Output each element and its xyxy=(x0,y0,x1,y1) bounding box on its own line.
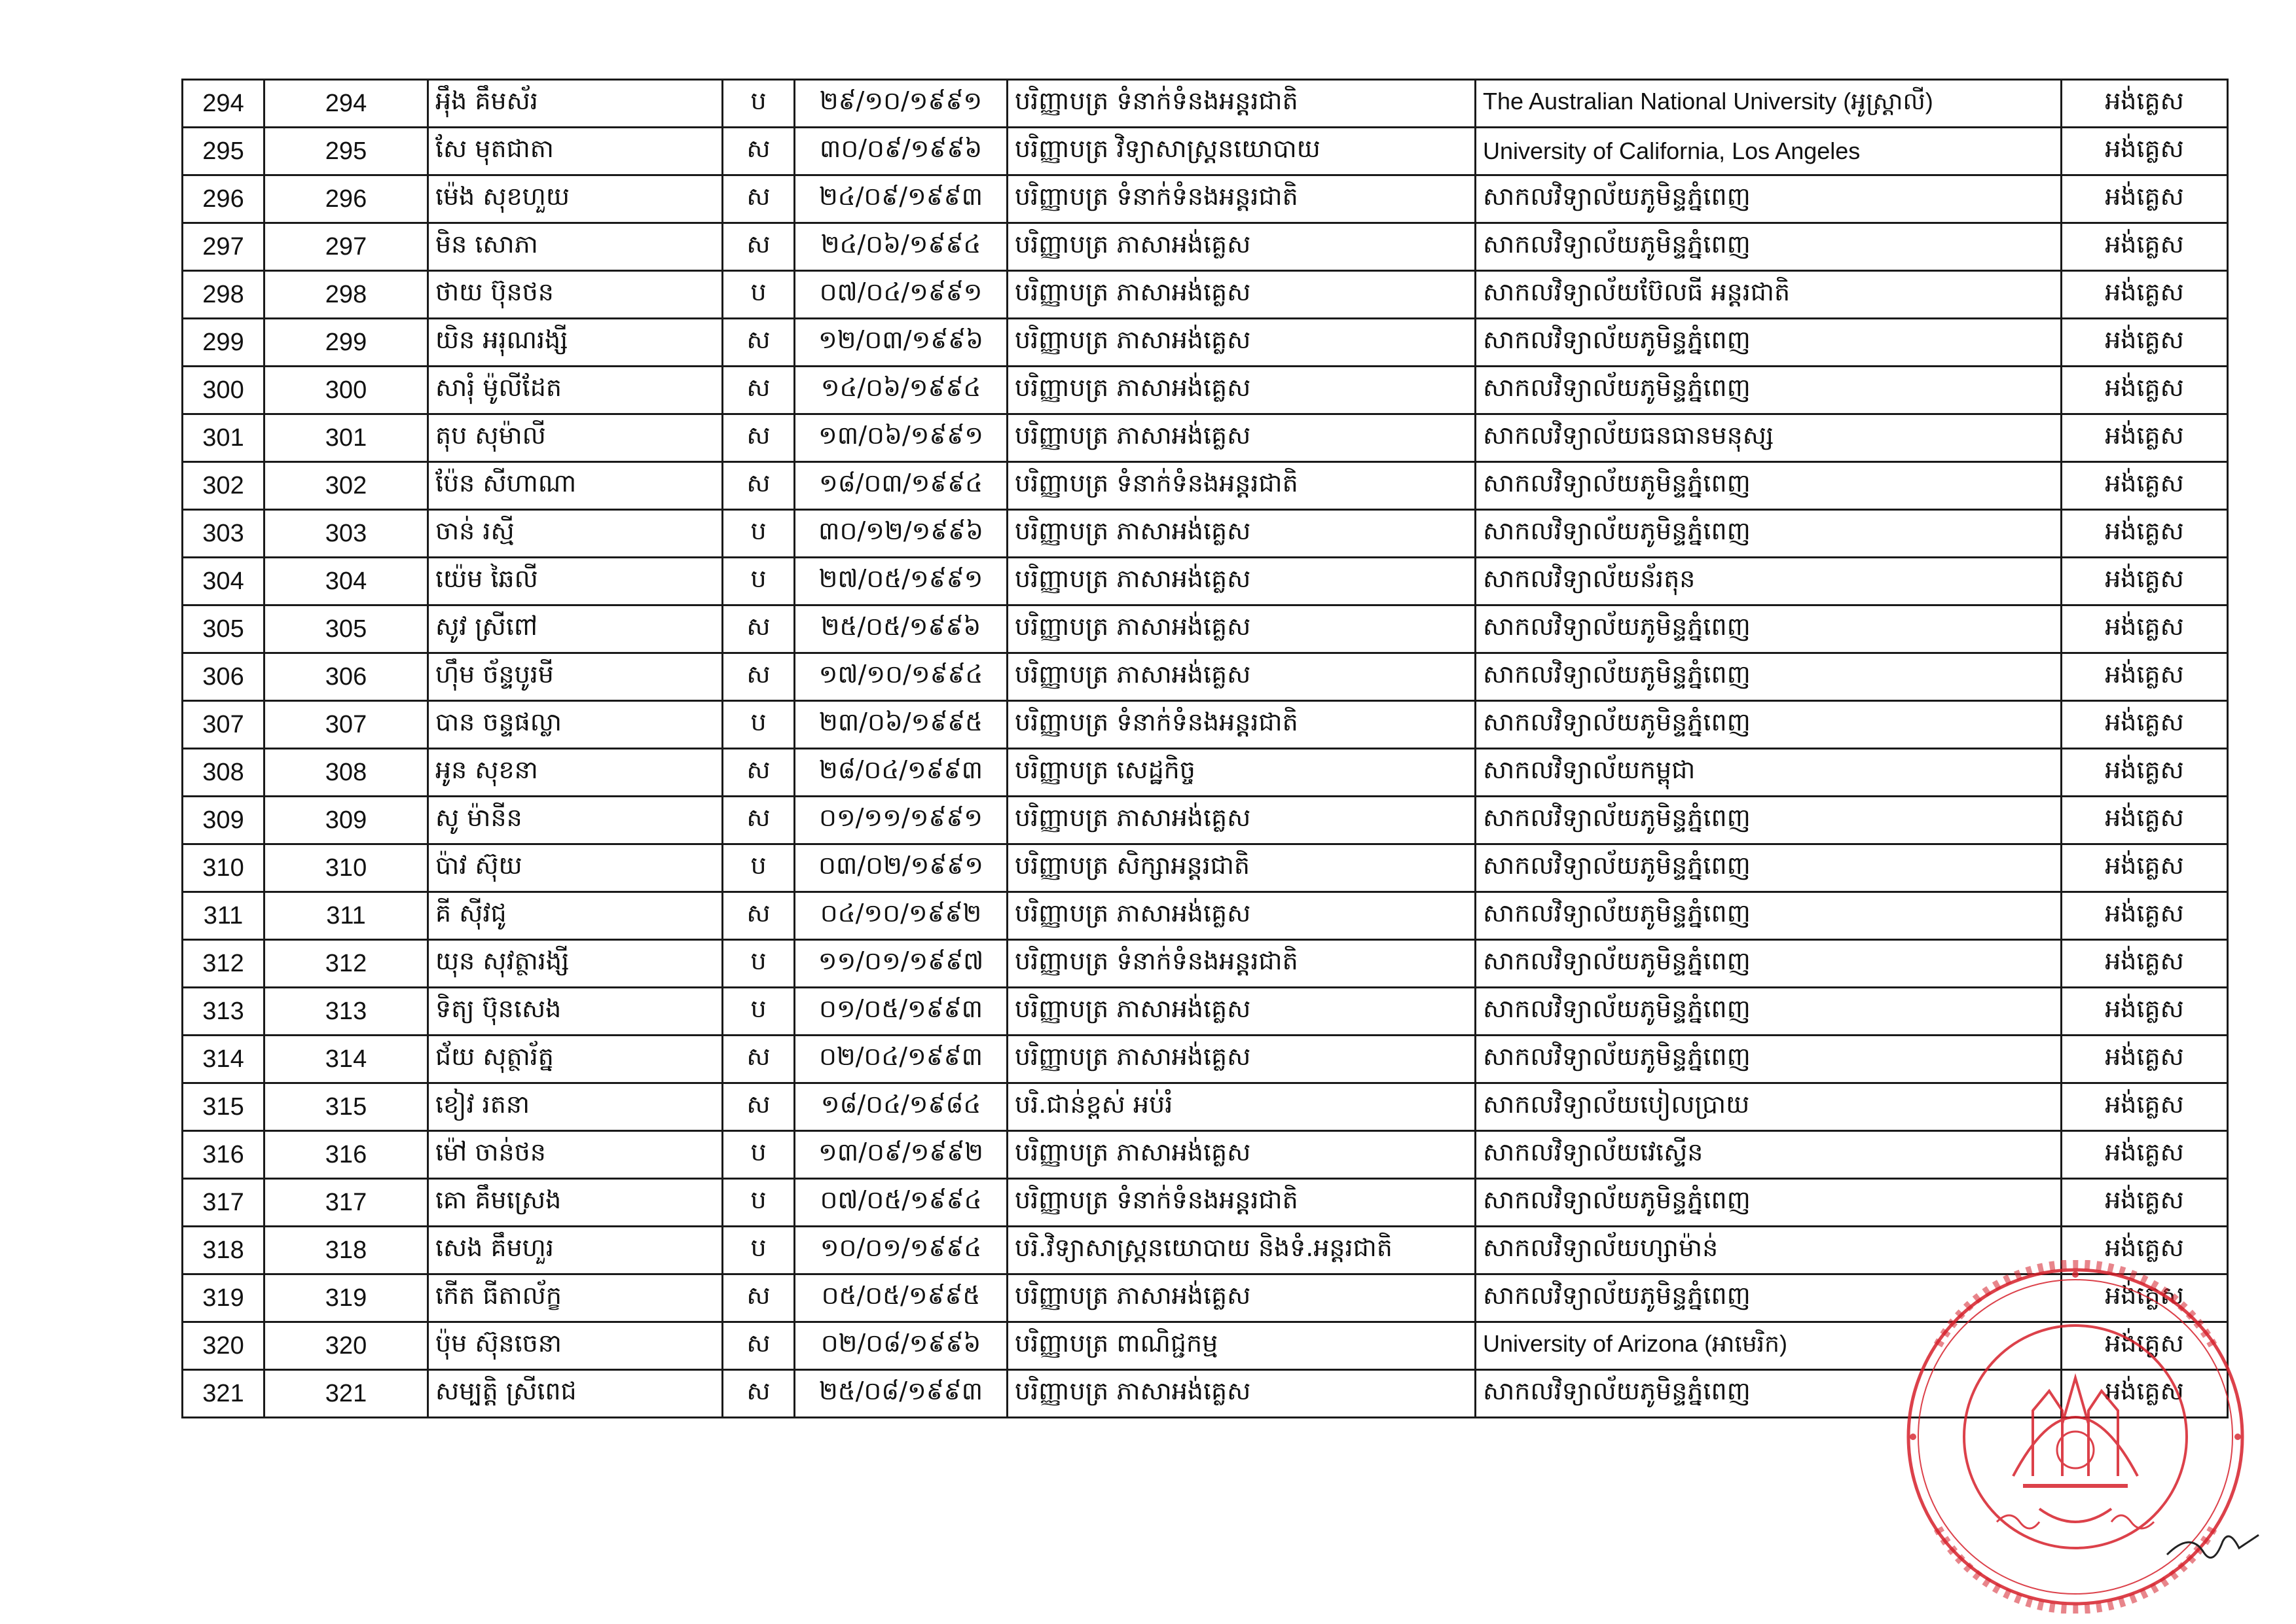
cell-institution: University of California, Los Angeles xyxy=(1476,128,2062,175)
cell-language: អង់គ្លេស xyxy=(2062,1227,2228,1274)
cell-dob: ១៨/០៣/១៩៩៤ xyxy=(795,462,1008,510)
cell-dob: ១០/០១/១៩៩៤ xyxy=(795,1227,1008,1274)
cell-id: 319 xyxy=(264,1274,428,1322)
cell-language: អង់គ្លេស xyxy=(2062,1179,2228,1227)
cell-id: 300 xyxy=(264,367,428,414)
cell-gender: ប xyxy=(723,1179,795,1227)
cell-degree: បរិញ្ញាបត្រ ភាសាអង់គ្លេស xyxy=(1008,1036,1476,1083)
cell-gender: ប xyxy=(723,558,795,605)
table-body xyxy=(183,80,2228,1418)
cell-language: អង់គ្លេស xyxy=(2062,80,2228,128)
cell-dob: ០៧/០៤/១៩៩១ xyxy=(795,271,1008,319)
cell-id: 311 xyxy=(264,892,428,940)
cell-institution: សាកលវិទ្យាល័យភូមិន្ទភ្នំពេញ xyxy=(1476,1274,2062,1322)
cell-gender: ស xyxy=(723,128,795,175)
cell-institution: University of Arizona (អាមេរិក) xyxy=(1476,1322,2062,1370)
cell-institution: សាកលវិទ្យាល័យបៀលប្រាយ xyxy=(1476,1083,2062,1131)
table-row xyxy=(183,558,2228,605)
cell-dob: ២៤/០៩/១៩៩៣ xyxy=(795,175,1008,223)
cell-degree: បរិញ្ញាបត្រ សេដ្ឋកិច្ច xyxy=(1008,749,1476,797)
cell-id: 296 xyxy=(264,175,428,223)
cell-gender: ប xyxy=(723,1131,795,1179)
cell-no: 321 xyxy=(183,1370,264,1418)
candidate-table xyxy=(181,79,2229,1418)
table-row xyxy=(183,988,2228,1036)
cell-gender: ស xyxy=(723,367,795,414)
cell-language: អង់គ្លេស xyxy=(2062,462,2228,510)
cell-degree: បរិញ្ញាបត្រ សិក្សាអន្តរជាតិ xyxy=(1008,844,1476,892)
cell-name: ជ័យ សុត្ថារ័ត្ន xyxy=(428,1036,723,1083)
cell-name: សូវ ស្រីពៅ xyxy=(428,605,723,653)
cell-id: 301 xyxy=(264,414,428,462)
cell-degree: បរិញ្ញាបត្រ ភាសាអង់គ្លេស xyxy=(1008,223,1476,271)
cell-dob: ១៨/០៤/១៩៨៤ xyxy=(795,1083,1008,1131)
cell-name: ប៉ាវ ស៊ុយ xyxy=(428,844,723,892)
cell-no: 317 xyxy=(183,1179,264,1227)
cell-institution: សាកលវិទ្យាល័យភូមិន្ទភ្នំពេញ xyxy=(1476,1036,2062,1083)
cell-name: យ៉េម ឆៃលី xyxy=(428,558,723,605)
cell-gender: ប xyxy=(723,80,795,128)
cell-name: ថាយ ប៊ុនថន xyxy=(428,271,723,319)
cell-institution: សាកលវិទ្យាល័យន័រតុន xyxy=(1476,558,2062,605)
cell-id: 315 xyxy=(264,1083,428,1131)
cell-language: អង់គ្លេស xyxy=(2062,367,2228,414)
table-row xyxy=(183,510,2228,558)
cell-dob: ១១/០១/១៩៩៧ xyxy=(795,940,1008,988)
cell-no: 306 xyxy=(183,653,264,701)
cell-gender: ប xyxy=(723,940,795,988)
cell-gender: ប xyxy=(723,271,795,319)
cell-gender: ប xyxy=(723,844,795,892)
cell-dob: ០១/០៥/១៩៩៣ xyxy=(795,988,1008,1036)
cell-no: 312 xyxy=(183,940,264,988)
cell-institution: សាកលវិទ្យាល័យភូមិន្ទភ្នំពេញ xyxy=(1476,605,2062,653)
cell-name: គោ គឹមស្រេង xyxy=(428,1179,723,1227)
cell-institution: សាកលវិទ្យាល័យធនធានមនុស្ស xyxy=(1476,414,2062,462)
cell-degree: បរិញ្ញាបត្រ ទំនាក់ទំនងអន្តរជាតិ xyxy=(1008,175,1476,223)
cell-no: 308 xyxy=(183,749,264,797)
cell-id: 294 xyxy=(264,80,428,128)
cell-no: 310 xyxy=(183,844,264,892)
cell-id: 317 xyxy=(264,1179,428,1227)
cell-language: អង់គ្លេស xyxy=(2062,1131,2228,1179)
cell-degree: បរិញ្ញាបត្រ ភាសាអង់គ្លេស xyxy=(1008,653,1476,701)
cell-id: 309 xyxy=(264,797,428,844)
cell-dob: ២៥/០៥/១៩៩៦ xyxy=(795,605,1008,653)
cell-dob: ០៤/១០/១៩៩២ xyxy=(795,892,1008,940)
cell-gender: ប xyxy=(723,988,795,1036)
cell-name: ម៉េង សុខហួយ xyxy=(428,175,723,223)
cell-dob: ២៧/០៥/១៩៩១ xyxy=(795,558,1008,605)
cell-no: 313 xyxy=(183,988,264,1036)
cell-name: ខៀវ រតនា xyxy=(428,1083,723,1131)
cell-no: 319 xyxy=(183,1274,264,1322)
cell-dob: ២៣/០៦/១៩៩៥ xyxy=(795,701,1008,749)
cell-institution: សាកលវិទ្យាល័យភូមិន្ទភ្នំពេញ xyxy=(1476,175,2062,223)
table-row xyxy=(183,414,2228,462)
table-row xyxy=(183,1131,2228,1179)
table-row xyxy=(183,462,2228,510)
cell-name: ចាន់ រស្មី xyxy=(428,510,723,558)
cell-no: 295 xyxy=(183,128,264,175)
cell-institution: សាកលវិទ្យាល័យភូមិន្ទភ្នំពេញ xyxy=(1476,844,2062,892)
cell-gender: ស xyxy=(723,1036,795,1083)
cell-name: សារុំ ម៉ូលីដែត xyxy=(428,367,723,414)
cell-degree: បរិញ្ញាបត្រ ភាសាអង់គ្លេស xyxy=(1008,605,1476,653)
cell-institution: សាកលវិទ្យាល័យកម្ពុជា xyxy=(1476,749,2062,797)
table-row xyxy=(183,749,2228,797)
cell-dob: ២៩/១០/១៩៩១ xyxy=(795,80,1008,128)
cell-degree: បរិញ្ញាបត្រ ទំនាក់ទំនងអន្តរជាតិ xyxy=(1008,462,1476,510)
cell-no: 307 xyxy=(183,701,264,749)
cell-no: 297 xyxy=(183,223,264,271)
cell-degree: បរិញ្ញាបត្រ ភាសាអង់គ្លេស xyxy=(1008,271,1476,319)
cell-name: យុន សុវត្ថារង្សី xyxy=(428,940,723,988)
cell-no: 302 xyxy=(183,462,264,510)
cell-degree: បរិញ្ញាបត្រ ភាសាអង់គ្លេស xyxy=(1008,988,1476,1036)
cell-language: អង់គ្លេស xyxy=(2062,510,2228,558)
table-row xyxy=(183,892,2228,940)
cell-degree: បរិញ្ញាបត្រ ភាសាអង់គ្លេស xyxy=(1008,319,1476,367)
cell-institution: សាកលវិទ្យាល័យប៊ែលធី អន្តរជាតិ xyxy=(1476,271,2062,319)
cell-institution: សាកលវិទ្យាល័យវេស្ទើន xyxy=(1476,1131,2062,1179)
cell-institution: សាកលវិទ្យាល័យភូមិន្ទភ្នំពេញ xyxy=(1476,367,2062,414)
cell-gender: ស xyxy=(723,892,795,940)
cell-language: អង់គ្លេស xyxy=(2062,414,2228,462)
cell-id: 299 xyxy=(264,319,428,367)
table-row xyxy=(183,128,2228,175)
table-row xyxy=(183,319,2228,367)
cell-degree: បរិញ្ញាបត្រ ភាសាអង់គ្លេស xyxy=(1008,1274,1476,1322)
cell-degree: បរិញ្ញាបត្រ ភាសាអង់គ្លេស xyxy=(1008,414,1476,462)
cell-id: 297 xyxy=(264,223,428,271)
cell-id: 302 xyxy=(264,462,428,510)
cell-dob: ០៧/០៥/១៩៩៤ xyxy=(795,1179,1008,1227)
cell-no: 296 xyxy=(183,175,264,223)
table-row xyxy=(183,367,2228,414)
cell-id: 310 xyxy=(264,844,428,892)
cell-dob: ១៧/១០/១៩៩៤ xyxy=(795,653,1008,701)
cell-language: អង់គ្លេស xyxy=(2062,271,2228,319)
cell-language: អង់គ្លេស xyxy=(2062,749,2228,797)
cell-language: អង់គ្លេស xyxy=(2062,1370,2228,1418)
cell-gender: ស xyxy=(723,1322,795,1370)
cell-name: សែ មុតជាតា xyxy=(428,128,723,175)
cell-no: 301 xyxy=(183,414,264,462)
cell-name: ប៉ែន សីហាណា xyxy=(428,462,723,510)
cell-dob: ១២/០៣/១៩៩៦ xyxy=(795,319,1008,367)
signature-mark xyxy=(2164,1519,2262,1571)
cell-no: 314 xyxy=(183,1036,264,1083)
cell-degree: បរិញ្ញាបត្រ ភាសាអង់គ្លេស xyxy=(1008,797,1476,844)
cell-language: អង់គ្លេស xyxy=(2062,1083,2228,1131)
cell-language: អង់គ្លេស xyxy=(2062,558,2228,605)
cell-no: 304 xyxy=(183,558,264,605)
cell-dob: ០២/០៤/១៩៩៣ xyxy=(795,1036,1008,1083)
cell-gender: ស xyxy=(723,1083,795,1131)
cell-degree: បរិញ្ញាបត្រ ពាណិជ្ជកម្ម xyxy=(1008,1322,1476,1370)
cell-institution: សាកលវិទ្យាល័យភូមិន្ទភ្នំពេញ xyxy=(1476,1179,2062,1227)
cell-degree: បរិញ្ញាបត្រ ភាសាអង់គ្លេស xyxy=(1008,1131,1476,1179)
cell-language: អង់គ្លេស xyxy=(2062,940,2228,988)
cell-name: អុឹង គឹមស័រ xyxy=(428,80,723,128)
cell-dob: ៣០/១២/១៩៩៦ xyxy=(795,510,1008,558)
cell-degree: បរិញ្ញាបត្រ ភាសាអង់គ្លេស xyxy=(1008,558,1476,605)
cell-no: 315 xyxy=(183,1083,264,1131)
cell-institution: សាកលវិទ្យាល័យភូមិន្ទភ្នំពេញ xyxy=(1476,653,2062,701)
cell-degree: បរិញ្ញាបត្រ វិទ្យាសាស្ត្រនយោបាយ xyxy=(1008,128,1476,175)
cell-id: 298 xyxy=(264,271,428,319)
cell-degree: បរិញ្ញាបត្រ ភាសាអង់គ្លេស xyxy=(1008,1370,1476,1418)
cell-dob: ០១/១១/១៩៩១ xyxy=(795,797,1008,844)
cell-institution: សាកលវិទ្យាល័យភូមិន្ទភ្នំពេញ xyxy=(1476,797,2062,844)
cell-language: អង់គ្លេស xyxy=(2062,223,2228,271)
table-row xyxy=(183,653,2228,701)
cell-gender: ស xyxy=(723,653,795,701)
table-row xyxy=(183,1036,2228,1083)
cell-dob: ១៣/០៩/១៩៩២ xyxy=(795,1131,1008,1179)
table-row xyxy=(183,223,2228,271)
cell-institution: សាកលវិទ្យាល័យភូមិន្ទភ្នំពេញ xyxy=(1476,462,2062,510)
cell-name: យិន អរុណរង្សី xyxy=(428,319,723,367)
cell-degree: បរិញ្ញាបត្រ ទំនាក់ទំនងអន្តរជាតិ xyxy=(1008,940,1476,988)
cell-name: សេង គឹមហួរ xyxy=(428,1227,723,1274)
cell-name: មិន សោភា xyxy=(428,223,723,271)
cell-language: អង់គ្លេស xyxy=(2062,797,2228,844)
cell-institution: សាកលវិទ្យាល័យភូមិន្ទភ្នំពេញ xyxy=(1476,1370,2062,1418)
table-row xyxy=(183,701,2228,749)
cell-language: អង់គ្លេស xyxy=(2062,988,2228,1036)
cell-language: អង់គ្លេស xyxy=(2062,653,2228,701)
cell-no: 318 xyxy=(183,1227,264,1274)
cell-institution: សាកលវិទ្យាល័យភូមិន្ទភ្នំពេញ xyxy=(1476,319,2062,367)
cell-name: គី ស៊ីវជូ xyxy=(428,892,723,940)
cell-id: 295 xyxy=(264,128,428,175)
cell-degree: បរិញ្ញាបត្រ ភាសាអង់គ្លេស xyxy=(1008,892,1476,940)
cell-institution: សាកលវិទ្យាល័យភូមិន្ទភ្នំពេញ xyxy=(1476,223,2062,271)
cell-dob: ០២/០៨/១៩៩៦ xyxy=(795,1322,1008,1370)
cell-no: 316 xyxy=(183,1131,264,1179)
cell-institution: សាកលវិទ្យាល័យភូមិន្ទភ្នំពេញ xyxy=(1476,510,2062,558)
table-row xyxy=(183,940,2228,988)
cell-gender: ស xyxy=(723,1370,795,1418)
table-row xyxy=(183,271,2228,319)
cell-no: 320 xyxy=(183,1322,264,1370)
table-row xyxy=(183,797,2228,844)
cell-id: 314 xyxy=(264,1036,428,1083)
cell-id: 305 xyxy=(264,605,428,653)
cell-degree: បរិញ្ញាបត្រ ទំនាក់ទំនងអន្តរជាតិ xyxy=(1008,701,1476,749)
cell-name: សម្បត្តិ ស្រីពេជ xyxy=(428,1370,723,1418)
cell-language: អង់គ្លេស xyxy=(2062,844,2228,892)
table-row xyxy=(183,175,2228,223)
cell-degree: បរិញ្ញាបត្រ ភាសាអង់គ្លេស xyxy=(1008,510,1476,558)
cell-name: បាន ចន្ទផល្លា xyxy=(428,701,723,749)
cell-gender: ស xyxy=(723,1274,795,1322)
cell-id: 308 xyxy=(264,749,428,797)
cell-no: 300 xyxy=(183,367,264,414)
cell-language: អង់គ្លេស xyxy=(2062,1036,2228,1083)
cell-gender: ស xyxy=(723,414,795,462)
cell-dob: ០៥/០៥/១៩៩៥ xyxy=(795,1274,1008,1322)
cell-no: 311 xyxy=(183,892,264,940)
cell-degree: បរិ.ជាន់ខ្ពស់ អប់រំ xyxy=(1008,1083,1476,1131)
cell-gender: ស xyxy=(723,797,795,844)
table-row xyxy=(183,1179,2228,1227)
cell-name: តុប សុម៉ាលី xyxy=(428,414,723,462)
cell-name: កើត ធីតាល័ក្ខ xyxy=(428,1274,723,1322)
cell-language: អង់គ្លេស xyxy=(2062,701,2228,749)
cell-gender: ប xyxy=(723,510,795,558)
cell-name: ទិត្យ ប៊ុនសេង xyxy=(428,988,723,1036)
cell-gender: ស xyxy=(723,462,795,510)
cell-dob: ០៣/០២/១៩៩១ xyxy=(795,844,1008,892)
cell-gender: ស xyxy=(723,223,795,271)
cell-dob: ១៣/០៦/១៩៩១ xyxy=(795,414,1008,462)
cell-id: 313 xyxy=(264,988,428,1036)
cell-language: អង់គ្លេស xyxy=(2062,175,2228,223)
cell-id: 321 xyxy=(264,1370,428,1418)
cell-institution: The Australian National University (អូស្ត្រាលី) xyxy=(1476,80,2062,128)
cell-institution: សាកលវិទ្យាល័យហ្សាម៉ាន់ xyxy=(1476,1227,2062,1274)
cell-dob: ៣០/០៩/១៩៩៦ xyxy=(795,128,1008,175)
table-row xyxy=(183,80,2228,128)
cell-language: អង់គ្លេស xyxy=(2062,128,2228,175)
cell-no: 294 xyxy=(183,80,264,128)
cell-id: 307 xyxy=(264,701,428,749)
table-row xyxy=(183,605,2228,653)
cell-name: ម៉ៅ ចាន់ថន xyxy=(428,1131,723,1179)
cell-language: អង់គ្លេស xyxy=(2062,1274,2228,1322)
cell-language: អង់គ្លេស xyxy=(2062,319,2228,367)
cell-language: អង់គ្លេស xyxy=(2062,892,2228,940)
cell-no: 299 xyxy=(183,319,264,367)
cell-institution: សាកលវិទ្យាល័យភូមិន្ទភ្នំពេញ xyxy=(1476,892,2062,940)
cell-no: 303 xyxy=(183,510,264,558)
cell-degree: បរិ.វិទ្យាសាស្ត្រនយោបាយ និងទំ.អន្តរជាតិ xyxy=(1008,1227,1476,1274)
cell-id: 303 xyxy=(264,510,428,558)
cell-degree: បរិញ្ញាបត្រ ភាសាអង់គ្លេស xyxy=(1008,367,1476,414)
cell-name: ប៉ុម ស៊ុនចេនា xyxy=(428,1322,723,1370)
cell-gender: ស xyxy=(723,749,795,797)
cell-language: អង់គ្លេស xyxy=(2062,605,2228,653)
cell-gender: ប xyxy=(723,1227,795,1274)
cell-no: 305 xyxy=(183,605,264,653)
table-row xyxy=(183,844,2228,892)
cell-institution: សាកលវិទ្យាល័យភូមិន្ទភ្នំពេញ xyxy=(1476,988,2062,1036)
cell-id: 312 xyxy=(264,940,428,988)
cell-dob: ២៨/០៤/១៩៩៣ xyxy=(795,749,1008,797)
table-row xyxy=(183,1083,2228,1131)
cell-degree: បរិញ្ញាបត្រ ទំនាក់ទំនងអន្តរជាតិ xyxy=(1008,1179,1476,1227)
cell-id: 306 xyxy=(264,653,428,701)
cell-dob: ២៥/០៨/១៩៩៣ xyxy=(795,1370,1008,1418)
cell-institution: សាកលវិទ្យាល័យភូមិន្ទភ្នំពេញ xyxy=(1476,940,2062,988)
cell-no: 298 xyxy=(183,271,264,319)
cell-name: សូ ម៉ានីន xyxy=(428,797,723,844)
cell-name: ហ៊ឹម ច័ន្ទបូរមី xyxy=(428,653,723,701)
cell-id: 320 xyxy=(264,1322,428,1370)
cell-gender: ប xyxy=(723,701,795,749)
cell-id: 316 xyxy=(264,1131,428,1179)
cell-dob: ១៤/០៦/១៩៩៤ xyxy=(795,367,1008,414)
cell-id: 304 xyxy=(264,558,428,605)
cell-degree: បរិញ្ញាបត្រ ទំនាក់ទំនងអន្តរជាតិ xyxy=(1008,80,1476,128)
cell-id: 318 xyxy=(264,1227,428,1274)
cell-dob: ២៤/០៦/១៩៩៤ xyxy=(795,223,1008,271)
cell-name: អូន សុខនា xyxy=(428,749,723,797)
cell-gender: ស xyxy=(723,175,795,223)
cell-gender: ស xyxy=(723,319,795,367)
cell-gender: ស xyxy=(723,605,795,653)
cell-no: 309 xyxy=(183,797,264,844)
cell-institution: សាកលវិទ្យាល័យភូមិន្ទភ្នំពេញ xyxy=(1476,701,2062,749)
cell-language: អង់គ្លេស xyxy=(2062,1322,2228,1370)
